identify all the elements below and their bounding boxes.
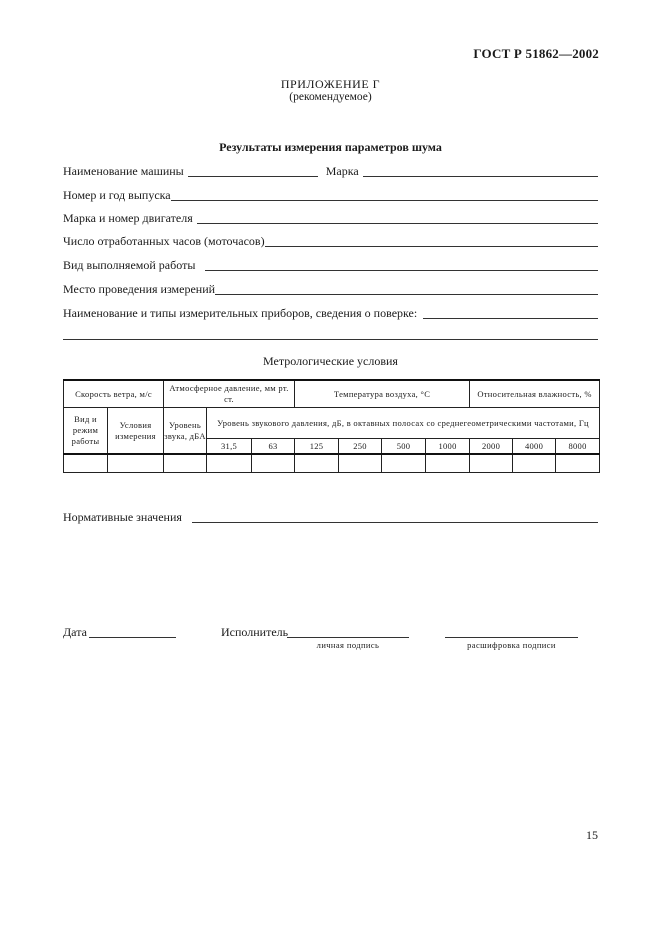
date-field[interactable] bbox=[89, 637, 176, 638]
work-type-label: Вид выполняемой работы bbox=[63, 258, 196, 272]
data-cell[interactable] bbox=[556, 454, 600, 473]
hours-label: Число отработанных часов (моточасов) bbox=[63, 234, 265, 248]
section-title: Результаты измерения параметров шума bbox=[219, 140, 442, 154]
data-cell[interactable] bbox=[295, 454, 339, 473]
metrology-title: Метрологические условия bbox=[263, 354, 398, 368]
appendix-subtitle: (рекомендуемое) bbox=[289, 91, 372, 103]
table-header-row-1 bbox=[64, 380, 600, 408]
form-row-place bbox=[63, 281, 598, 297]
form-row-number-year bbox=[63, 187, 598, 203]
mode-header: Вид и режим работы bbox=[64, 408, 108, 455]
data-cell[interactable] bbox=[64, 454, 108, 473]
freq-250: 250 bbox=[339, 439, 382, 455]
hours-field[interactable] bbox=[265, 246, 598, 247]
executor-label: Исполнитель bbox=[221, 625, 289, 639]
instruments-field[interactable] bbox=[423, 318, 598, 319]
freq-31-5: 31,5 bbox=[207, 439, 252, 455]
form-row-work-type bbox=[63, 257, 598, 273]
normative-field[interactable] bbox=[192, 522, 598, 523]
pressure-header: Атмосферное давление, мм рт. ст. bbox=[164, 380, 295, 408]
wind-header: Скорость ветра, м/с bbox=[64, 380, 164, 408]
brand-field[interactable] bbox=[363, 176, 598, 177]
brand-label: Марка bbox=[325, 164, 359, 178]
machine-name-label: Наименование машины bbox=[63, 164, 184, 178]
data-cell[interactable] bbox=[426, 454, 470, 473]
freq-8000: 8000 bbox=[556, 439, 600, 455]
machine-name-field[interactable] bbox=[188, 176, 318, 177]
freq-125: 125 bbox=[295, 439, 339, 455]
data-cell[interactable] bbox=[339, 454, 382, 473]
engine-field[interactable] bbox=[197, 223, 598, 224]
freq-63: 63 bbox=[252, 439, 295, 455]
date-label: Дата bbox=[63, 625, 87, 639]
metrology-table bbox=[63, 379, 600, 473]
place-label: Место проведения измерений bbox=[63, 282, 216, 296]
table-data-row bbox=[64, 454, 600, 473]
form-row-engine bbox=[63, 210, 598, 226]
signature-caption: личная подпись bbox=[316, 640, 380, 650]
form-row-machine bbox=[63, 163, 598, 179]
form-row-normative bbox=[63, 509, 598, 525]
form-row-hours bbox=[63, 233, 598, 249]
data-cell[interactable] bbox=[108, 454, 164, 473]
personal-signature-field[interactable] bbox=[287, 637, 409, 638]
standard-number: ГОСТ Р 51862—2002 bbox=[473, 46, 599, 61]
form-row-instruments bbox=[63, 305, 598, 321]
pressure-levels-header: Уровень звукового давления, дБ, в октавных полосах со среднегеометрическими частотами, Гц bbox=[207, 408, 600, 439]
work-type-field[interactable] bbox=[205, 270, 598, 271]
freq-4000: 4000 bbox=[513, 439, 556, 455]
decoding-caption: расшифровка подписи bbox=[467, 640, 556, 650]
data-cell[interactable] bbox=[382, 454, 426, 473]
freq-1000: 1000 bbox=[426, 439, 470, 455]
conditions-header: Условия измерения bbox=[108, 408, 164, 455]
appendix-title: ПРИЛОЖЕНИЕ Г bbox=[280, 77, 381, 91]
page-number: 15 bbox=[586, 828, 598, 842]
signature-area bbox=[63, 625, 603, 641]
number-year-label: Номер и год выпуска bbox=[63, 188, 171, 202]
data-cell[interactable] bbox=[207, 454, 252, 473]
engine-label: Марка и номер двигателя bbox=[63, 211, 193, 225]
humidity-header: Относительная влажность, % bbox=[470, 380, 600, 408]
signature-decoding-field[interactable] bbox=[445, 637, 578, 638]
place-field[interactable] bbox=[215, 294, 598, 295]
data-cell[interactable] bbox=[252, 454, 295, 473]
temperature-header: Температура воздуха, °С bbox=[295, 380, 470, 408]
instruments-label: Наименование и типы измерительных приборов, сведения о поверке: bbox=[63, 306, 418, 320]
data-cell[interactable] bbox=[164, 454, 207, 473]
table-header-row-2 bbox=[64, 408, 600, 439]
freq-500: 500 bbox=[382, 439, 426, 455]
data-cell[interactable] bbox=[470, 454, 513, 473]
instruments-field-continued[interactable] bbox=[63, 339, 598, 340]
sound-level-header: Уровень звука, дБА bbox=[164, 408, 207, 455]
freq-2000: 2000 bbox=[470, 439, 513, 455]
data-cell[interactable] bbox=[513, 454, 556, 473]
normative-label: Нормативные значения bbox=[63, 510, 182, 524]
number-year-field[interactable] bbox=[171, 200, 598, 201]
form-row-instruments-cont bbox=[63, 326, 598, 342]
